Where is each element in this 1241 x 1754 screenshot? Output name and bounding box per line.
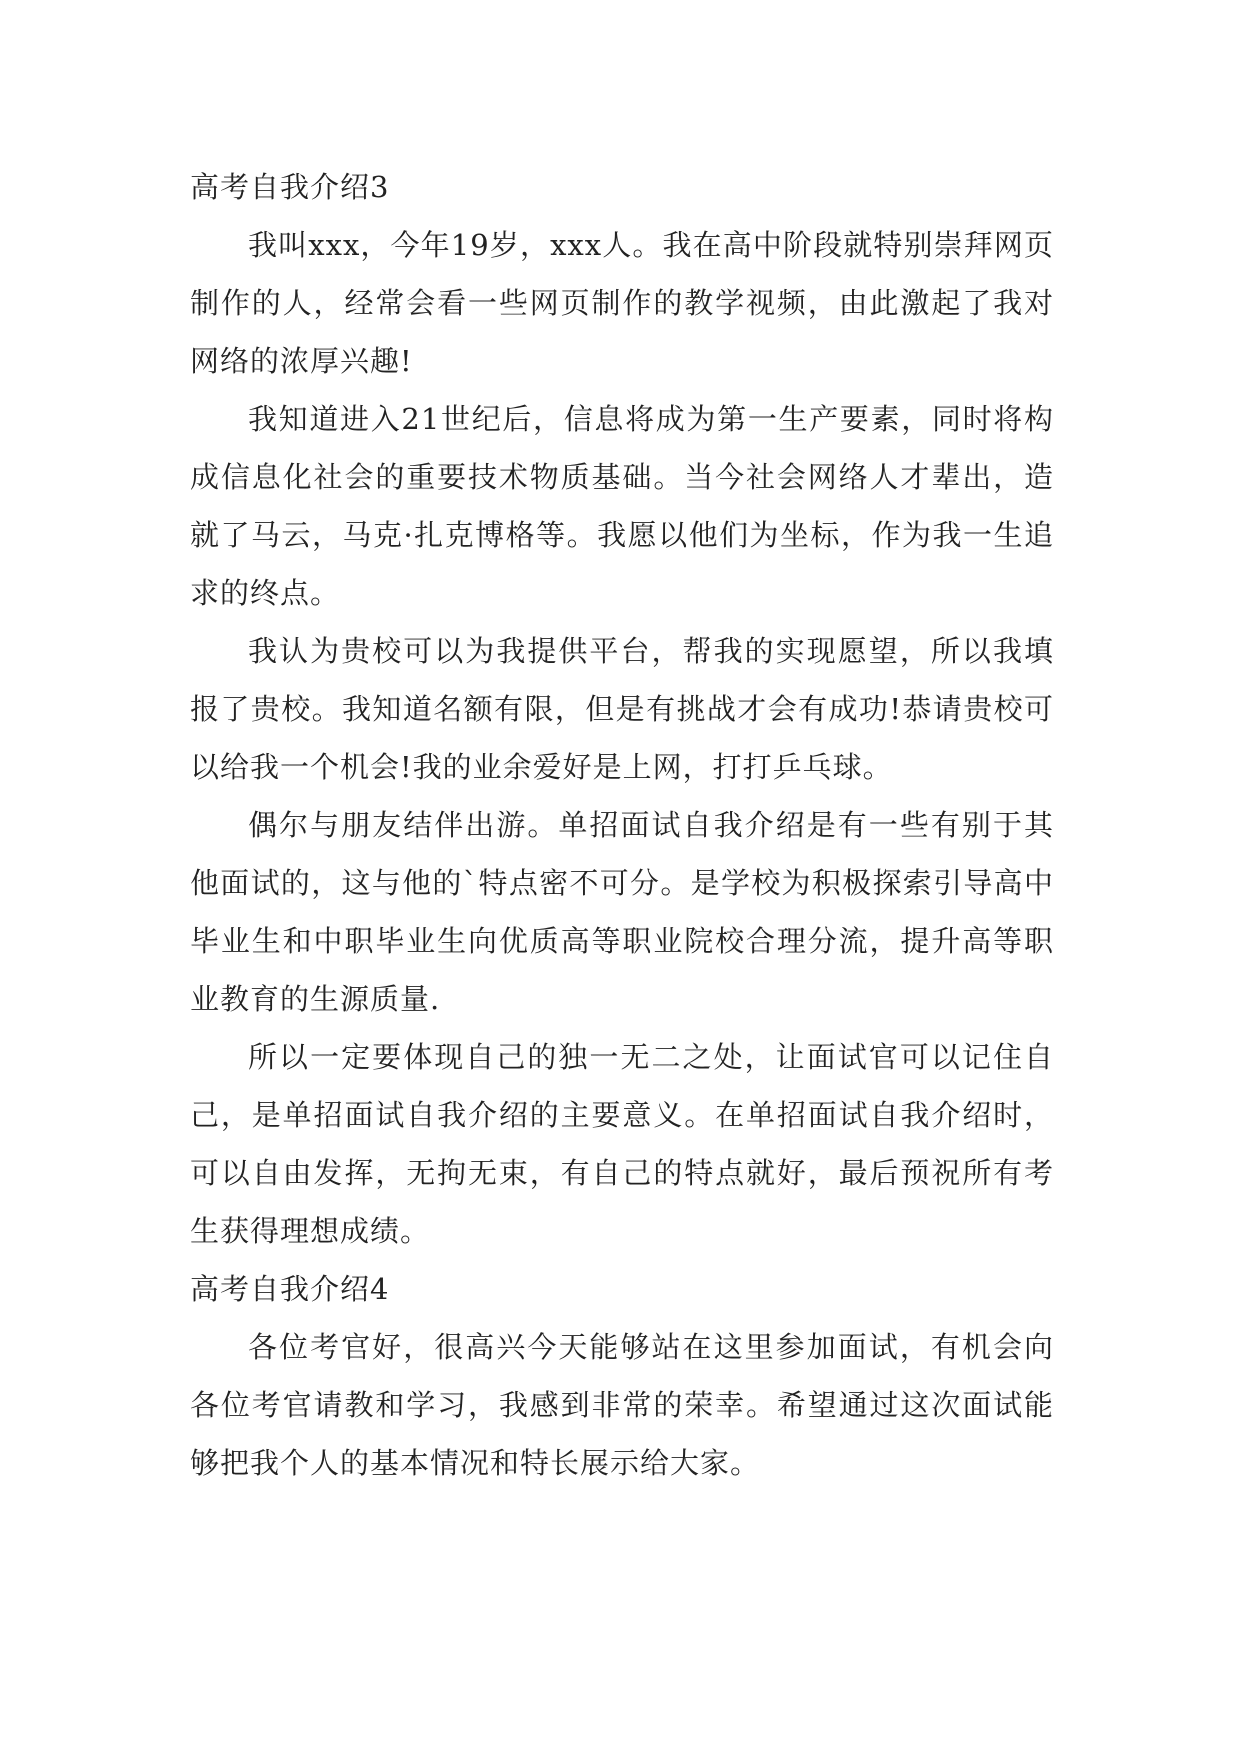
section-intro-3 [190,158,1054,1260]
section-heading: 高考自我介绍3 [190,170,390,204]
document-page [190,158,1054,1492]
section-intro-4 [190,1260,1054,1492]
paragraph: 我叫xxx，今年19岁，xxx人。我在高中阶段就特别崇拜网页制作的人，经常会看一些网页制作的教学视频，由此激起了我对网络的浓厚兴趣! [190,228,1054,378]
paragraph: 偶尔与朋友结伴出游。单招面试自我介绍是有一些有别于其他面试的，这与他的`特点密不可分。是学校为积极探索引导高中毕业生和中职毕业生向优质高等职业院校合理分流，提升高等职业教育的生源质量. [190,808,1054,1016]
paragraph: 所以一定要体现自己的独一无二之处，让面试官可以记住自己，是单招面试自我介绍的主要意义。在单招面试自我介绍时，可以自由发挥，无拘无束，有自己的特点就好，最后预祝所有考生获得理想成绩。 [190,1040,1054,1248]
paragraph: 各位考官好，很高兴今天能够站在这里参加面试，有机会向各位考官请教和学习，我感到非常的荣幸。希望通过这次面试能够把我个人的基本情况和特长展示给大家。 [190,1330,1054,1480]
paragraph: 我知道进入21世纪后，信息将成为第一生产要素，同时将构成信息化社会的重要技术物质基础。当今社会网络人才辈出，造就了马云，马克·扎克博格等。我愿以他们为坐标，作为我一生追求的终点。 [190,402,1054,610]
paragraph: 我认为贵校可以为我提供平台，帮我的实现愿望，所以我填报了贵校。我知道名额有限，但是有挑战才会有成功!恭请贵校可以给我一个机会!我的业余爱好是上网，打打乒乓球。 [190,634,1054,784]
section-heading: 高考自我介绍4 [190,1272,390,1306]
